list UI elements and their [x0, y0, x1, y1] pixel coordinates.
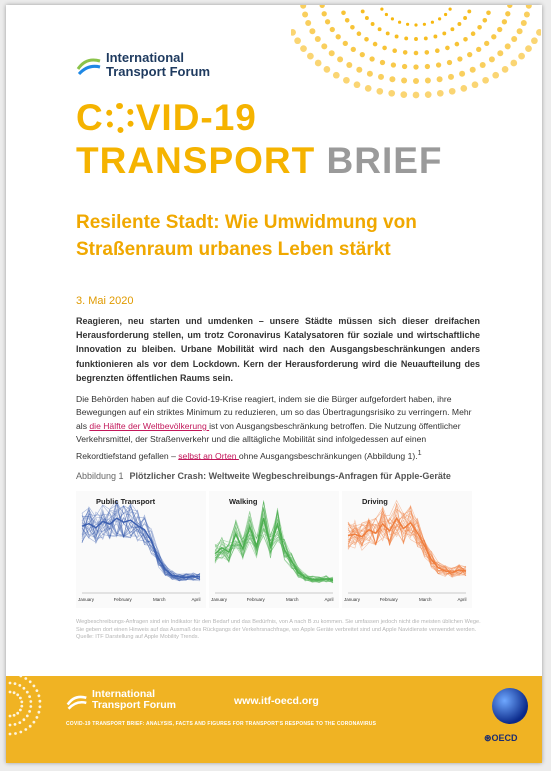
chart-x-tick-label: January	[343, 597, 361, 602]
chart-x-tick-label: March	[286, 597, 299, 602]
sun-dot	[413, 78, 419, 84]
footer-sun-dot	[29, 680, 32, 683]
itf-name-line1: International	[106, 50, 185, 65]
sun-dot	[309, 28, 315, 34]
chart-walking	[209, 491, 339, 608]
sun-dot	[382, 46, 387, 51]
even-places-link[interactable]: selbst an Orten	[178, 450, 239, 461]
sun-dot	[337, 56, 343, 62]
sun-dot	[333, 72, 340, 79]
sun-dot	[322, 11, 327, 16]
sun-dot	[302, 12, 308, 18]
sun-dot	[413, 92, 420, 99]
body-text-part1: Die Behörden haben auf die Covid-19-Krise reagiert, indem sie die Bürger aufgefordert haben, ihre Bewegungen auf ein striktes Minimum zu reduzieren, um so das Übertragungsrisiko zu verringern. Mehr als	[76, 394, 472, 431]
sun-dot	[444, 13, 447, 16]
footer-sun-dot	[9, 733, 12, 736]
sun-dot	[511, 36, 517, 42]
sun-dot	[325, 19, 330, 24]
footer-sun-dot	[13, 714, 16, 717]
title-brief: BRIEF	[315, 140, 443, 181]
chart-background	[76, 491, 206, 608]
sun-dot	[406, 23, 409, 26]
sun-dot	[401, 78, 407, 84]
sun-dot	[346, 62, 352, 68]
title-covid-c: C	[76, 97, 104, 138]
footer-band	[6, 676, 542, 763]
figure-caption	[76, 471, 486, 481]
footer-itf-line2: Transport Forum	[92, 699, 177, 711]
footer-sun-dot	[18, 721, 21, 724]
footer-sun-dot	[33, 685, 36, 688]
sun-dot	[351, 47, 356, 52]
headline: Resilente Stadt: Wie Umwidmung von Straßenraum urbanes Leben stärkt	[76, 212, 417, 260]
sun-dot	[507, 5, 512, 8]
footer-sun-dot	[14, 732, 17, 735]
sun-dot	[460, 85, 467, 92]
sun-dot	[492, 72, 499, 79]
sun-dot	[367, 71, 373, 77]
publication-date: 3. Mai 2020	[76, 295, 134, 307]
footer-sun-dot	[29, 705, 32, 708]
sun-dot	[300, 45, 307, 52]
sun-dot	[438, 17, 441, 20]
sun-dot	[395, 35, 399, 39]
chart-x-tick-label: March	[153, 597, 166, 602]
footer-tagline: COVID-19 TRANSPORT BRIEF: ANALYSIS, FACTS AND FIGURES FOR TRANSPORT'S RESPONSE TO THE CORONAVIRUS	[66, 721, 377, 727]
sun-dot	[457, 22, 461, 26]
sun-dot	[472, 81, 479, 88]
sun-dot	[425, 50, 430, 55]
sun-dot	[463, 37, 468, 42]
footer-itf-line1: International	[92, 688, 156, 700]
sun-dot	[385, 13, 388, 16]
footer-sun-dot	[13, 691, 16, 694]
chart-svg-walking	[209, 491, 339, 608]
sun-dot	[526, 5, 532, 9]
sun-dot	[414, 51, 419, 56]
footer-sun-dot	[23, 718, 26, 721]
itf-swirl-icon	[76, 53, 102, 79]
title-covid-rest: VID-19	[135, 97, 257, 138]
chart-svg-public-transport	[76, 491, 206, 608]
sun-dot	[386, 31, 390, 35]
sun-dot	[448, 74, 454, 80]
sun-dot	[467, 9, 471, 13]
sun-dot	[307, 53, 314, 60]
sun-dot	[294, 37, 301, 44]
sun-dot	[470, 67, 476, 73]
footer-sun-dot	[24, 728, 27, 731]
chart-x-tick-label: February	[113, 597, 132, 602]
sun-dot	[445, 46, 450, 51]
chart-title-walking: Walking	[229, 497, 258, 506]
sun-dot	[365, 85, 372, 92]
sun-dot	[482, 77, 489, 84]
sun-dot	[380, 8, 383, 11]
sun-dot	[447, 60, 452, 65]
sun-dot	[361, 9, 365, 13]
sun-dot	[436, 62, 441, 67]
sun-dot	[356, 67, 362, 73]
sun-dot	[425, 64, 430, 69]
footer-sun-dot	[29, 700, 32, 703]
footer-sun-dot	[19, 697, 22, 700]
sun-dot	[321, 43, 327, 49]
sun-dot	[531, 37, 538, 44]
sun-dot	[364, 37, 369, 42]
sun-dot	[431, 21, 434, 24]
sun-dot	[400, 91, 407, 98]
chart-x-tick-label: January	[77, 597, 95, 602]
chart-driving	[342, 491, 472, 608]
figure-note: Wegbeschreibungs-Anfragen sind ein Indikator für den Bedarf und das Bedürfnis, von A nach B zu kommen. Sie umfassen jedoch nicht die meisten üblichen Wege. Sie geben dort einen Hinweis auf das Ausmaß des Rückgangs der Verkehrsnachfrage, wo Apple Geräte verbreitet sind und Apple Navidienste verwendet werden. Quelle: ITF Darstellung auf Apple Mobility Trends.	[76, 619, 481, 641]
sun-dot	[300, 5, 306, 9]
oecd-swirl-icon: ⊛	[484, 733, 492, 743]
sun-dot	[437, 76, 443, 82]
footer-sun-dot	[28, 710, 31, 713]
sun-dot	[403, 50, 408, 55]
sun-dot	[350, 25, 355, 30]
sun-dot	[442, 31, 446, 35]
sun-dot	[330, 27, 335, 32]
sun-dot	[354, 81, 361, 88]
sun-dot	[413, 64, 418, 69]
sun-dot	[345, 18, 350, 23]
chart-x-tick-label: April	[191, 597, 201, 602]
sun-dot	[449, 8, 452, 11]
sun-dot	[404, 36, 408, 40]
footer-itf-logo	[66, 689, 196, 719]
footer-sun-dot	[29, 725, 32, 728]
footer-sun-dot	[9, 691, 12, 694]
sun-dot	[365, 16, 369, 20]
sun-dot	[471, 31, 476, 36]
figure-label: Abbildung 1	[76, 471, 124, 481]
sun-dot	[291, 29, 296, 36]
sun-dot	[392, 48, 397, 53]
chart-title-public-transport: Public Transport	[96, 497, 156, 506]
sun-dot	[376, 88, 383, 95]
sun-dot	[457, 56, 462, 61]
figure-title: Plötzlicher Crash: Weltweite Wegbeschreibungs-Anfragen für Apple-Geräte	[129, 471, 451, 481]
footer-sun-dot	[36, 689, 39, 692]
sun-dot	[360, 52, 365, 57]
footer-sun-dot	[33, 721, 36, 724]
oecd-globe-icon	[492, 688, 528, 724]
footer-sun-dot	[20, 705, 23, 708]
chart-x-tick-label: February	[379, 597, 398, 602]
sun-dot	[449, 88, 456, 95]
title-transport-brief	[76, 140, 443, 182]
sun-dot	[402, 64, 407, 69]
sun-dot	[455, 42, 460, 47]
sun-dot	[483, 18, 488, 23]
sun-dot	[467, 52, 472, 57]
footer-sun-dot	[38, 694, 41, 697]
sun-dot	[414, 37, 418, 41]
sun-dot	[336, 34, 341, 39]
sun-dot	[525, 45, 532, 52]
footer-sun-dot	[18, 684, 21, 687]
sun-dot	[391, 17, 394, 20]
sun-dot	[398, 21, 401, 24]
sun-dot	[480, 62, 486, 68]
body-text-part3: ohne Ausgangsbeschränkungen (Abbildung 1).	[238, 450, 418, 461]
sun-dot	[343, 77, 350, 84]
chart-x-tick-label: April	[324, 597, 334, 602]
sun-dot	[489, 56, 495, 62]
sun-dot	[502, 66, 509, 73]
oecd-label: OECD	[491, 733, 518, 743]
footer-sun-dot	[36, 716, 39, 719]
sun-dot	[425, 91, 432, 98]
sun-dot	[536, 29, 541, 36]
footer-sun-dot	[19, 676, 22, 677]
chart-public-transport	[76, 491, 206, 608]
chart-svg-driving	[342, 491, 472, 608]
sun-dot	[491, 34, 496, 39]
footer-url-link[interactable]: www.itf-oecd.org	[234, 695, 319, 707]
itf-name-line2: Transport Forum	[106, 64, 211, 79]
sun-dot	[424, 36, 428, 40]
sun-dot	[391, 62, 396, 67]
footer-sun-dot	[28, 695, 31, 698]
sun-dot	[305, 20, 311, 26]
sun-dot	[517, 28, 523, 34]
virus-o-icon	[105, 103, 135, 133]
chart-title-driving: Driving	[362, 497, 388, 506]
sun-dot	[486, 11, 491, 16]
document-page	[6, 5, 542, 763]
sun-dot	[505, 11, 510, 16]
sun-dot	[463, 16, 467, 20]
sun-dot	[380, 60, 385, 65]
sun-dot	[425, 78, 431, 84]
footer-sun-dot	[38, 711, 41, 714]
footnote-ref[interactable]: 1	[417, 448, 422, 457]
footer-sun-dot	[19, 709, 22, 712]
sun-dot	[477, 25, 482, 30]
oecd-logo	[484, 733, 518, 744]
sun-dot	[329, 50, 335, 56]
sun-dot	[510, 60, 517, 67]
sun-dot	[320, 5, 325, 8]
chart-x-tick-label: April	[457, 597, 467, 602]
footer-sun-dot	[26, 715, 29, 718]
footer-sun-dot	[9, 682, 12, 685]
sun-dot	[414, 23, 417, 26]
footer-sun-dot	[20, 701, 23, 704]
sun-dot	[521, 20, 527, 26]
sun-dot	[369, 56, 374, 61]
sun-dot	[341, 11, 346, 16]
body-text-part2: ist von Ausgangsbeschränkung betroffen. Die Nutzung öffentlicher Verkehrsmittel, der Straßenverkehr und die alltägliche Mobilität sind infolgedessen auf einen Rekordtiefstand gefallen –	[76, 420, 461, 461]
world-population-link[interactable]: die Hälfte der Weltbevölkerung	[89, 420, 210, 431]
itf-logo	[76, 51, 216, 85]
sun-dot	[518, 53, 525, 60]
footer-sun-dot	[16, 712, 19, 715]
sun-dot	[315, 36, 321, 42]
sun-dot	[497, 27, 502, 32]
footer-sun-dot	[39, 705, 42, 708]
sun-dot	[324, 66, 331, 73]
sun-dot	[459, 71, 465, 77]
sun-dot	[357, 31, 362, 36]
sun-dot	[450, 27, 454, 31]
sun-dot	[476, 47, 481, 52]
decorative-sun-icon	[291, 5, 541, 105]
footer-sun-dot	[9, 715, 12, 718]
footer-sun-dot	[16, 693, 19, 696]
title-transport: TRANSPORT	[76, 140, 316, 181]
chart-x-tick-label: February	[246, 597, 265, 602]
body-paragraph	[76, 393, 480, 463]
lead-paragraph: Reagieren, neu starten und umdenken – unsere Städte müssen sich dieser dreifachen Herausforderung stellen, um trotz Coronavirus Katalysatoren für soziale und wirtschaftliche Innovation zu bleiben. Urbane Mobilität wird nach den Ausgangsbeschränkungen anders funktionieren als vor dem Lockdown. Kern der Herausforderung wird die Neuaufteilung des begrenzten öffentlichen Raums sein.	[76, 316, 480, 383]
footer-sun-dot	[24, 677, 27, 680]
footer-sun-dot	[19, 731, 22, 734]
sun-dot	[524, 12, 530, 18]
footer-itf-swirl-icon	[66, 691, 88, 713]
sun-dot	[343, 41, 348, 46]
sun-dot	[315, 60, 322, 67]
sun-dot	[502, 19, 507, 24]
sun-dot	[484, 41, 489, 46]
itf-name	[106, 51, 210, 79]
sun-dot	[373, 42, 378, 47]
footer-sun-dot	[9, 724, 12, 727]
sun-dot	[435, 48, 440, 53]
chart-x-tick-label: January	[210, 597, 228, 602]
footer-itf-name	[92, 689, 176, 711]
chart-x-tick-label: March	[419, 597, 432, 602]
sun-dot	[437, 90, 444, 97]
sun-dot	[378, 27, 382, 31]
footer-sun-dot	[14, 682, 17, 685]
footer-sun-dot	[26, 691, 29, 694]
sun-dot	[371, 22, 375, 26]
footer-sun-icon	[6, 676, 66, 763]
sun-dot	[497, 50, 503, 56]
footer-sun-dot	[14, 723, 17, 726]
sun-dot	[423, 23, 426, 26]
sun-dot	[505, 43, 511, 49]
sun-dot	[389, 76, 395, 82]
title-covid	[76, 97, 257, 139]
sun-dot	[388, 90, 395, 97]
footer-sun-dot	[23, 687, 26, 690]
footer-sun-dot	[39, 700, 42, 703]
sun-dot	[378, 74, 384, 80]
sun-dot	[433, 35, 437, 39]
